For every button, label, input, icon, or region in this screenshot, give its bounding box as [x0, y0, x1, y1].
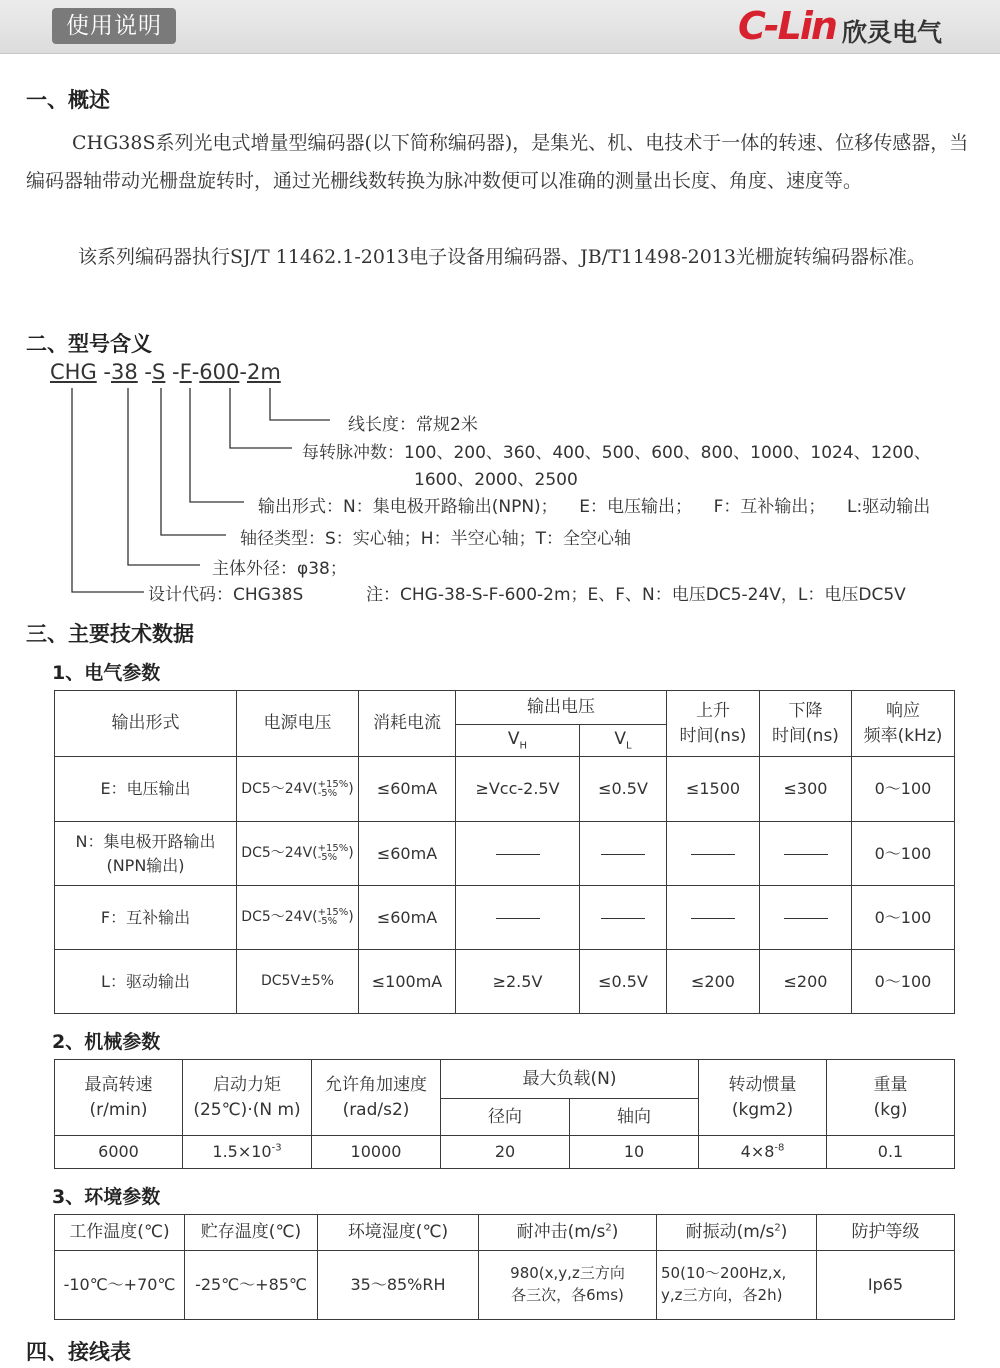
table-row	[55, 1251, 955, 1320]
cell-store-temp: -25℃～+85℃	[185, 1251, 318, 1320]
header-inertia: 转动惯量 (kgm2)	[699, 1060, 827, 1136]
cell-freq: 0～100	[852, 822, 955, 886]
cell-type: E：电压输出	[55, 757, 237, 822]
cell-supply: DC5～24V(+15% -5% )	[237, 886, 359, 950]
dash-mark	[691, 918, 735, 919]
header-supply-voltage: 电源电压	[237, 691, 359, 757]
cell-inertia: $4\times 8^{-8}$	[699, 1136, 827, 1169]
header-output-voltage: 输出电压	[456, 691, 667, 725]
dash-mark	[784, 854, 828, 855]
model-part-output: F	[179, 360, 192, 384]
model-part-diameter: 38	[111, 360, 138, 384]
cell-supply: DC5～24V(+15% -5% )	[237, 757, 359, 822]
model-note: 注：CHG-38-S-F-600-2m；E、F、N：电压DC5-24V，L：电压DC5V	[366, 585, 906, 605]
manual-badge: 使用说明	[52, 8, 176, 44]
header-vl: $V_L$	[580, 725, 667, 757]
overview-paragraph-2: 该系列编码器执行SJ/T 11462.1-2013电子设备用编码器、JB/T11498-2013光栅旋转编码器标准。	[78, 246, 926, 268]
header-axial: 轴向	[570, 1099, 699, 1136]
cell-fall	[760, 822, 852, 886]
header-fall-time: 下降 时间(ns)	[760, 691, 852, 757]
model-desc-shaft: 轴径类型：S：实心轴；H：半空心轴；T：全空心轴	[240, 529, 631, 549]
header-work-temp: 工作温度(℃)	[55, 1215, 185, 1251]
header-response-freq: 响应 频率(kHz)	[852, 691, 955, 757]
section-title-overview: 一、概述	[26, 88, 110, 112]
cell-vh: ≥2.5V	[456, 950, 580, 1014]
cell-accel: 10000	[312, 1136, 441, 1169]
header-vh: $V_H$	[456, 725, 580, 757]
cell-vh	[456, 822, 580, 886]
model-part-cable: 2m	[246, 360, 281, 384]
cell-current: ≤60mA	[359, 757, 456, 822]
model-code: CHG -38 -S -F-600-2m	[50, 360, 281, 384]
model-desc-output: 输出形式：N：集电极开路输出(NPN)； E：电压输出； F：互补输出； L:驱动输出	[258, 497, 931, 517]
dash-mark	[496, 918, 540, 919]
header-shock: 耐冲击$(m/s^2)$	[479, 1215, 657, 1251]
model-part-shaft: S	[152, 360, 166, 384]
header-radial: 径向	[441, 1099, 570, 1136]
environment-title: 3、环境参数	[52, 1186, 161, 1208]
model-desc-pulses: 每转脉冲数：100、200、360、400、500、600、800、1000、1024、1200、	[302, 443, 931, 463]
cell-type: L：驱动输出	[55, 950, 237, 1014]
environment-table	[54, 1214, 955, 1320]
cell-freq: 0～100	[852, 950, 955, 1014]
cell-vl	[580, 886, 667, 950]
section-title-model: 二、型号含义	[26, 332, 152, 356]
table-row	[55, 757, 955, 822]
header-vibration: 耐振动$(m/s^2)$	[657, 1215, 817, 1251]
cell-vibration: 50(10～200Hz,x, y,z三方向，各2h)	[657, 1251, 817, 1320]
mechanical-table	[54, 1059, 955, 1169]
cell-vl: ≤0.5V	[580, 757, 667, 822]
cell-supply: DC5～24V(+15% -5% )	[237, 822, 359, 886]
header-max-speed: 最高转速 (r/min)	[55, 1060, 183, 1136]
dash-mark	[601, 918, 645, 919]
cell-torque: $1.5\times 10^{-3}$	[183, 1136, 312, 1169]
table-row	[55, 886, 955, 950]
cell-type: N：集电极开路输出 (NPN输出)	[55, 822, 237, 886]
cell-rise	[667, 886, 760, 950]
cell-rise	[667, 822, 760, 886]
brand-logo-icon: C-Lin	[738, 4, 836, 48]
cell-protection: Ip65	[817, 1251, 955, 1320]
cell-fall: ≤300	[760, 757, 852, 822]
cell-vh: ≥Vcc-2.5V	[456, 757, 580, 822]
table-row	[55, 1136, 955, 1169]
header-humidity: 环境湿度(℃)	[318, 1215, 479, 1251]
cell-supply: DC5V±5%	[237, 950, 359, 1014]
section-title-specs: 三、主要技术数据	[26, 622, 194, 646]
cell-vl	[580, 822, 667, 886]
model-desc-design: 设计代码：CHG38S	[148, 585, 304, 605]
header-weight: 重量 (kg)	[827, 1060, 955, 1136]
dash-mark	[691, 854, 735, 855]
model-desc-body: 主体外径：φ38；	[212, 559, 347, 579]
model-part-series: CHG	[50, 360, 97, 384]
header-protection: 防护等级	[817, 1215, 955, 1251]
cell-rise: ≤1500	[667, 757, 760, 822]
model-desc-pulses-cont: 1600、2000、2500	[414, 470, 578, 490]
header-output-type: 输出形式	[55, 691, 237, 757]
cell-current: ≤60mA	[359, 822, 456, 886]
cell-current: ≤60mA	[359, 886, 456, 950]
cell-shock: 980(x,y,z三方向 各三次，各6ms)	[479, 1251, 657, 1320]
model-desc-cable: 线长度：常规2米	[348, 415, 478, 435]
cell-fall	[760, 886, 852, 950]
overview-paragraph-1: CHG38S系列光电式增量型编码器(以下简称编码器)，是集光、机、电技术于一体的转速、位移传感器，当编码器轴带动光栅盘旋转时，通过光栅线数转换为脉冲数便可以准确的测量出长度、角度、速度等。	[26, 132, 969, 192]
electrical-title: 1、电气参数	[52, 662, 161, 684]
cell-vl: ≤0.5V	[580, 950, 667, 1014]
cell-radial: 20	[441, 1136, 570, 1169]
cell-current: ≤100mA	[359, 950, 456, 1014]
header-max-load: 最大负载(N)	[441, 1060, 699, 1099]
dash-mark	[784, 918, 828, 919]
table-row	[55, 822, 955, 886]
dash-mark	[601, 854, 645, 855]
brand-name: 欣灵电气	[842, 18, 943, 47]
header-current: 消耗电流	[359, 691, 456, 757]
cell-speed: 6000	[55, 1136, 183, 1169]
cell-work-temp: -10℃～+70℃	[55, 1251, 185, 1320]
electrical-table	[54, 690, 955, 1014]
cell-weight: 0.1	[827, 1136, 955, 1169]
cell-axial: 10	[570, 1136, 699, 1169]
header-rise-time: 上升 时间(ns)	[667, 691, 760, 757]
cell-rise: ≤200	[667, 950, 760, 1014]
header-angular-accel: 允许角加速度 (rad/s2)	[312, 1060, 441, 1136]
cell-vh	[456, 886, 580, 950]
mechanical-title: 2、机械参数	[52, 1031, 161, 1053]
header-start-torque: 启动力矩 (25℃)·(N m)	[183, 1060, 312, 1136]
table-row	[55, 950, 955, 1014]
cell-humidity: 35～85%RH	[318, 1251, 479, 1320]
model-part-pulses: 600	[199, 360, 240, 384]
header-store-temp: 贮存温度(℃)	[185, 1215, 318, 1251]
cell-type: F：互补输出	[55, 886, 237, 950]
cell-freq: 0～100	[852, 886, 955, 950]
cell-freq: 0～100	[852, 757, 955, 822]
section-title-wiring: 四、接线表	[26, 1340, 131, 1364]
dash-mark	[496, 854, 540, 855]
cell-fall: ≤200	[760, 950, 852, 1014]
